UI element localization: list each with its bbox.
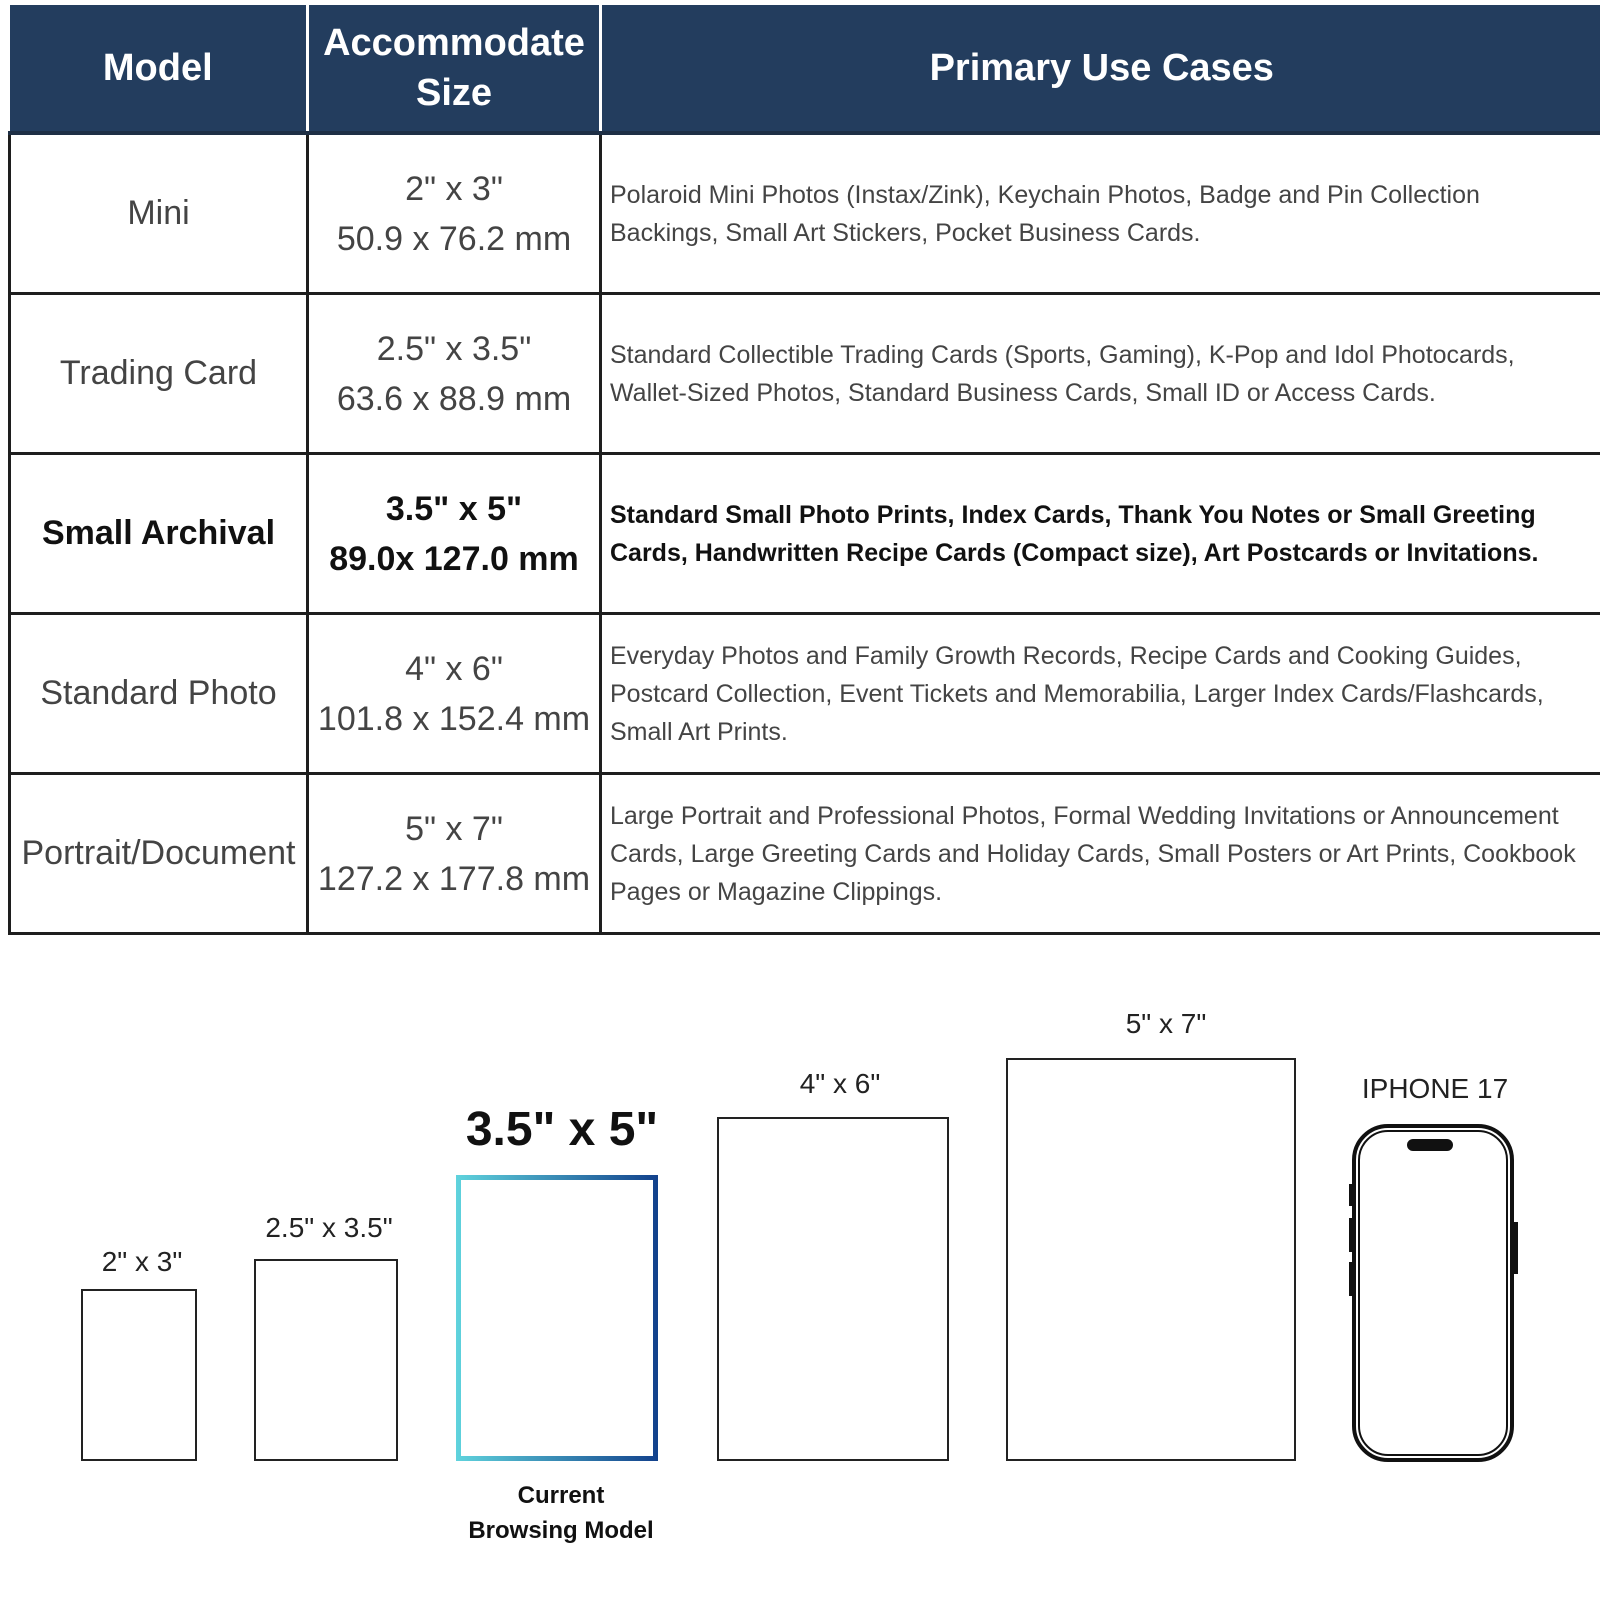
- header-use-cases: Primary Use Cases: [601, 5, 1600, 133]
- use-cases-cell: Standard Collectible Trading Cards (Sports, Gaming), K-Pop and Idol Photocards, Wallet-Sized Photos, Standard Business Cards, Small ID or Access Cards.: [601, 294, 1600, 454]
- table-row: [10, 133, 1600, 294]
- size-mm: 127.2 x 177.8 mm: [317, 859, 591, 898]
- current-model-caption: [446, 1478, 676, 1548]
- label-4x6: 4" x 6": [799, 1068, 881, 1099]
- size-mm: 89.0x 127.0 mm: [329, 539, 579, 578]
- header-size: Accommodate Size: [308, 5, 601, 133]
- table-header-row: [10, 5, 1600, 133]
- table-row: [10, 294, 1600, 454]
- label-iphone: IPHONE 17: [1361, 1073, 1509, 1104]
- size-mm: 63.6 x 88.9 mm: [336, 379, 572, 418]
- model-cell: Trading Card: [10, 294, 308, 454]
- size-cell: [308, 294, 601, 454]
- use-cases-cell: Large Portrait and Professional Photos, Formal Wedding Invitations or Announcement Cards, Large Greeting Cards and Holiday Cards, Small Posters or Art Prints, Cookbook Pages or Magazine Clippings.: [601, 774, 1600, 934]
- label-current-size: 3.5" x 5": [465, 1103, 659, 1156]
- model-cell: Mini: [10, 133, 308, 294]
- card-4x6: [717, 1117, 949, 1461]
- label-2x3: 2" x 3": [101, 1246, 183, 1277]
- size-cell: [308, 774, 601, 934]
- card-2-5x3-5: [254, 1259, 398, 1461]
- model-cell: Small Archival: [10, 454, 308, 614]
- label-5x7: 5" x 7": [1125, 1008, 1207, 1039]
- use-cases-cell: Everyday Photos and Family Growth Records, Recipe Cards and Cooking Guides, Postcard Collection, Event Tickets and Memorabilia, Larger Index Cards/Flashcards, Small Art Prints.: [601, 614, 1600, 774]
- table-row: [10, 774, 1600, 934]
- card-5x7: [1006, 1058, 1296, 1461]
- size-inches: 3.5" x 5": [385, 489, 523, 528]
- card-current-model: [456, 1175, 658, 1461]
- table-row: [10, 614, 1600, 774]
- header-model: Model: [10, 5, 308, 133]
- size-table: [8, 5, 1600, 935]
- size-cell: [308, 133, 601, 294]
- caption-line-2: Browsing Model: [468, 1517, 654, 1544]
- card-2x3: [81, 1289, 197, 1461]
- size-mm: 101.8 x 152.4 mm: [317, 699, 591, 738]
- table-row-highlighted: [10, 454, 1600, 614]
- size-inches: 5" x 7": [405, 809, 503, 848]
- size-inches: 2" x 3": [405, 169, 503, 208]
- size-inches: 4" x 6": [405, 649, 503, 688]
- size-cell: [308, 454, 601, 614]
- size-mm: 50.9 x 76.2 mm: [336, 219, 572, 258]
- use-cases-cell: Polaroid Mini Photos (Instax/Zink), Keychain Photos, Badge and Pin Collection Backings, Small Art Stickers, Pocket Business Cards.: [601, 133, 1600, 294]
- model-cell: Standard Photo: [10, 614, 308, 774]
- phone-icon: [1348, 1122, 1520, 1464]
- size-cell: [308, 614, 601, 774]
- size-inches: 2.5" x 3.5": [376, 329, 532, 368]
- caption-line-1: Current: [517, 1482, 605, 1509]
- use-cases-cell: Standard Small Photo Prints, Index Cards, Thank You Notes or Small Greeting Cards, Handwritten Recipe Cards (Compact size), Art Postcards or Invitations.: [601, 454, 1600, 614]
- label-2-5x3-5: 2.5" x 3.5": [265, 1212, 393, 1243]
- model-cell: Portrait/Document: [10, 774, 308, 934]
